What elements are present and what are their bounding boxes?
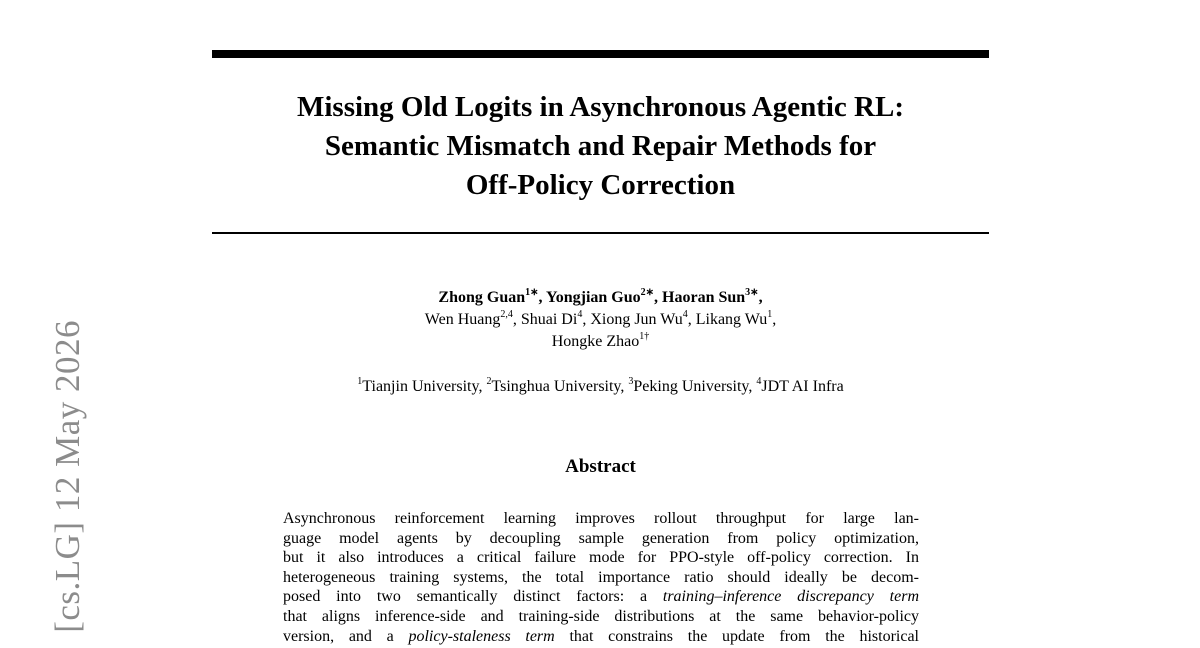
affiliations: $^1$Tianjin University, $^2$Tsinghua University, $^3$Peking University, $^4$JDT AI Infra [357, 375, 844, 395]
abstract-line: that aligns inference-side and training-side distributions at the same behavior-policy [283, 607, 919, 625]
author-name: Yongjian Guo [545, 289, 641, 306]
affil-name: Tsinghua University [491, 378, 621, 395]
author-line-3 [212, 331, 989, 353]
abstract-line: heterogeneous training systems, the total importance ratio should ideally be decom- [283, 568, 919, 586]
author-name: Hongke Zhao [551, 333, 640, 350]
abstract-text: that constrains the update from the historical [554, 627, 919, 645]
author-name: Xiong Jun Wu [590, 311, 683, 328]
abstract-emphasis: training–inference discrepancy term [662, 588, 920, 606]
title-line-1: Missing Old Logits in Asynchronous Agentic RL: [297, 91, 904, 123]
abstract-line: guage model agents by decoupling sample generation from policy optimization, [283, 529, 919, 547]
abstract-line [283, 627, 919, 647]
affil-mark: 2 [486, 375, 492, 387]
abstract-line: but it also introduces a critical failure mode for PPO-style off-policy correction. In [283, 549, 919, 567]
author-list [212, 287, 989, 353]
title-line-3: Off-Policy Correction [465, 169, 736, 201]
arxiv-stamp: [cs.LG] 12 May 2026 [48, 320, 87, 633]
affil-mark: 4 [756, 375, 762, 387]
author-name: Wen Huang [424, 311, 501, 328]
affil-name: JDT AI Infra [761, 378, 844, 395]
affil-mark: 1 [357, 375, 363, 387]
abstract-emphasis: policy-staleness term [408, 627, 555, 645]
author-line-1: Zhong Guan$^{1∗}$, Yongjian Guo$^{2∗}$, Haoran Sun$^{3∗}$, [438, 286, 763, 306]
author-affil-mark: 2∗ [640, 286, 655, 298]
author-affil-mark: 1∗ [525, 286, 539, 298]
abstract-text: version, and a [283, 627, 409, 645]
abstract-line [283, 587, 919, 607]
abstract-heading: Abstract [565, 456, 636, 477]
affil-mark: 3 [628, 375, 634, 387]
title-bottom-rule [212, 232, 989, 234]
affil-name: Peking University [633, 378, 749, 395]
title-line-2: Semantic Mismatch and Repair Methods for [324, 130, 877, 162]
author-affil-mark: 2,4 [500, 308, 513, 320]
author-affil-mark: 4 [682, 308, 688, 320]
author-affil-mark: 1 [767, 308, 773, 320]
abstract-line: Asynchronous reinforcement learning improves rollout throughput for large lan- [283, 510, 919, 527]
author-line-2: Wen Huang$^{2,4}$, Shuai Di$^4$, Xiong Jun Wu$^4$, Likang Wu$^1$, [424, 308, 777, 328]
abstract-body [283, 509, 919, 646]
author-affil-mark: 4 [577, 308, 583, 320]
author-name: Shuai Di [520, 311, 578, 328]
author-affil-mark: 3∗ [745, 286, 759, 298]
author-name: Haoran Sun [662, 289, 746, 306]
author-name: Zhong Guan [438, 289, 526, 306]
top-rule [212, 50, 989, 58]
abstract-text: posed into two semantically distinct factors: a [283, 588, 663, 606]
paper-title [212, 88, 989, 205]
author-name: Likang Wu [695, 311, 768, 328]
affil-name: Tianjin University [362, 378, 479, 395]
author-affil-mark: 1† [639, 330, 650, 342]
